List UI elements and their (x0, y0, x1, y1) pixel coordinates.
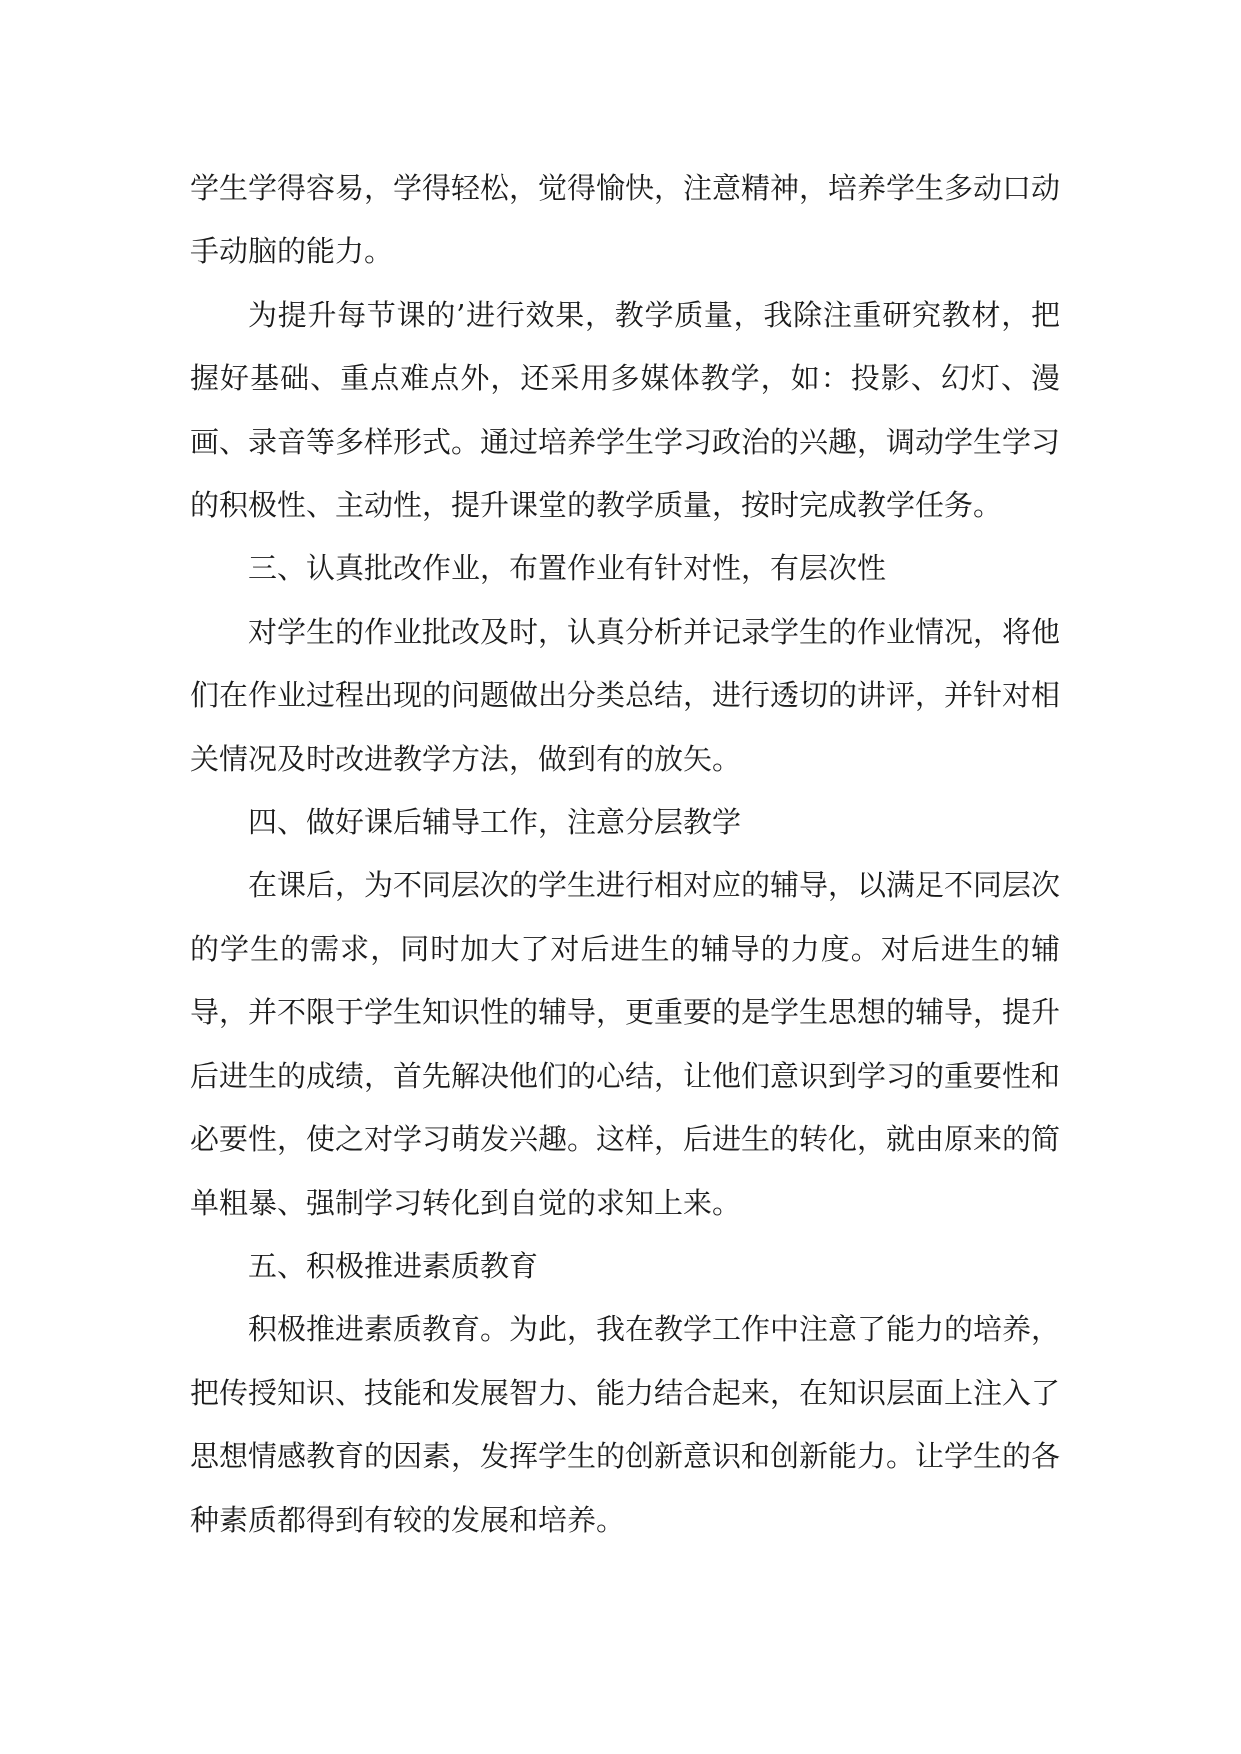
section-heading-3: 三、认真批改作业，布置作业有针对性，有层次性 (248, 551, 887, 586)
paragraph-tutoring: 在课后，为不同层次的学生进行相对应的辅导，以满足不同层次的学生的需求，同时加大了对后进生的辅导的力度。对后进生的辅导，并不限于学生知识性的辅导，更重要的是学生思想的辅导，提升后进生的成绩，首先解决他们的心结，让他们意识到学习的重要性和必要性，使之对学习萌发兴趣。这样，后进生的转化，就由原来的简单粗暴、强制学习转化到自觉的求知上来。 (190, 868, 1061, 1220)
paragraph-quality-education: 积极推进素质教育。为此，我在教学工作中注意了能力的培养，把传授知识、技能和发展智力、能力结合起来，在知识层面上注入了思想情感教育的因素，发挥学生的创新意识和创新能力。让学生的各种素质都得到有较的发展和培养。 (190, 1312, 1061, 1537)
section-heading-5: 五、积极推进素质教育 (248, 1248, 539, 1283)
paragraph-continued: 学生学得容易，学得轻松，觉得愉快，注意精神，培养学生多动口动手动脑的能力。 (190, 171, 1061, 269)
section-heading-4: 四、做好课后辅导工作，注意分层教学 (248, 805, 742, 840)
paragraph-homework: 对学生的作业批改及时，认真分析并记录学生的作业情况，将他们在作业过程出现的问题做出分类总结，进行透切的讲评，并针对相关情况及时改进教学方法，做到有的放矢。 (190, 614, 1061, 776)
paragraph-teaching-methods: 为提升每节课的’进行效果，教学质量，我除注重研究教材，把握好基础、重点难点外，还采用多媒体教学，如：投影、幻灯、漫画、录音等多样形式。通过培养学生学习政治的兴趣，调动学生学习的积极性、主动性，提升课堂的教学质量，按时完成教学任务。 (190, 297, 1061, 523)
document-body (190, 157, 1060, 1552)
